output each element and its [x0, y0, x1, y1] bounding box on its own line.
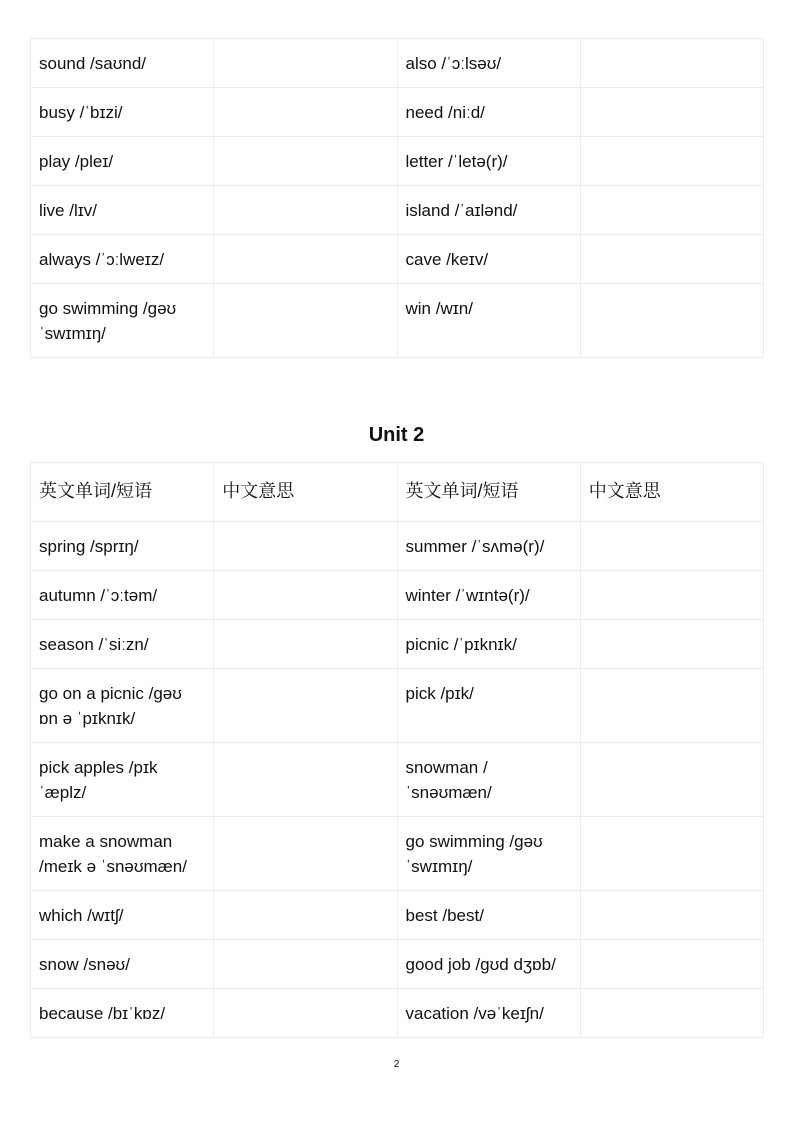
- english-word-cell: island /ˈaɪlənd/: [397, 186, 580, 235]
- table-row: [31, 235, 764, 284]
- column-header: 英文单词/短语: [31, 463, 214, 522]
- english-word-cell: which /wɪtʃ/: [31, 891, 214, 940]
- chinese-meaning-cell[interactable]: [214, 817, 397, 891]
- chinese-meaning-cell[interactable]: [580, 620, 763, 669]
- chinese-meaning-cell[interactable]: [580, 235, 763, 284]
- chinese-meaning-cell[interactable]: [580, 137, 763, 186]
- english-word-cell: spring /sprɪŋ/: [31, 522, 214, 571]
- chinese-meaning-cell[interactable]: [580, 891, 763, 940]
- unit-title: Unit 2: [368, 424, 425, 446]
- english-word-cell: good job /gʊd dʒɒb/: [397, 940, 580, 989]
- page-number: 2: [393, 1059, 400, 1070]
- english-word-cell: also /ˈɔːlsəʊ/: [397, 39, 580, 88]
- vocab-table-unit-2: [30, 462, 764, 1038]
- chinese-meaning-cell[interactable]: [214, 186, 397, 235]
- table-row: [31, 817, 764, 891]
- english-word-cell: winter /ˈwɪntə(r)/: [397, 571, 580, 620]
- english-word-cell: picnic /ˈpɪknɪk/: [397, 620, 580, 669]
- chinese-meaning-cell[interactable]: [214, 940, 397, 989]
- chinese-meaning-cell[interactable]: [580, 669, 763, 743]
- english-word-cell: cave /keɪv/: [397, 235, 580, 284]
- table-row: [31, 940, 764, 989]
- table-row: [31, 522, 764, 571]
- english-word-cell: pick /pɪk/: [397, 669, 580, 743]
- chinese-meaning-cell[interactable]: [214, 235, 397, 284]
- english-word-cell: best /best/: [397, 891, 580, 940]
- english-word-cell: autumn /ˈɔːtəm/: [31, 571, 214, 620]
- table-row: [31, 39, 764, 88]
- table-row: [31, 669, 764, 743]
- table-row: [31, 186, 764, 235]
- chinese-meaning-cell[interactable]: [214, 743, 397, 817]
- english-word-cell: season /ˈsiːzn/: [31, 620, 214, 669]
- chinese-meaning-cell[interactable]: [580, 940, 763, 989]
- chinese-meaning-cell[interactable]: [580, 186, 763, 235]
- english-word-cell: make a snowman /meɪk ə ˈsnəʊmæn/: [31, 817, 214, 891]
- chinese-meaning-cell[interactable]: [214, 39, 397, 88]
- english-word-cell: live /lɪv/: [31, 186, 214, 235]
- english-word-cell: go on a picnic /gəʊ ɒn ə ˈpɪknɪk/: [31, 669, 214, 743]
- english-word-cell: because /bɪˈkɒz/: [31, 989, 214, 1038]
- table-row: [31, 743, 764, 817]
- table-row: [31, 284, 764, 358]
- english-word-cell: vacation /vəˈkeɪʃn/: [397, 989, 580, 1038]
- table-row: [31, 620, 764, 669]
- table-row: [31, 989, 764, 1038]
- chinese-meaning-cell[interactable]: [580, 989, 763, 1038]
- column-header: 英文单词/短语: [397, 463, 580, 522]
- chinese-meaning-cell[interactable]: [214, 137, 397, 186]
- chinese-meaning-cell[interactable]: [580, 743, 763, 817]
- english-word-cell: win /wɪn/: [397, 284, 580, 358]
- vocab-table-continued: [30, 38, 764, 358]
- english-word-cell: snowman /ˈsnəʊmæn/: [397, 743, 580, 817]
- table-row: [31, 891, 764, 940]
- english-word-cell: play /pleɪ/: [31, 137, 214, 186]
- chinese-meaning-cell[interactable]: [580, 817, 763, 891]
- chinese-meaning-cell[interactable]: [580, 571, 763, 620]
- column-header: 中文意思: [214, 463, 397, 522]
- english-word-cell: go swimming /gəʊ ˈswɪmɪŋ/: [397, 817, 580, 891]
- chinese-meaning-cell[interactable]: [214, 891, 397, 940]
- table-row: [31, 137, 764, 186]
- chinese-meaning-cell[interactable]: [214, 620, 397, 669]
- english-word-cell: always /ˈɔːlweɪz/: [31, 235, 214, 284]
- chinese-meaning-cell[interactable]: [580, 39, 763, 88]
- column-header: 中文意思: [580, 463, 763, 522]
- english-word-cell: summer /ˈsʌmə(r)/: [397, 522, 580, 571]
- chinese-meaning-cell[interactable]: [214, 989, 397, 1038]
- table-header-row: [31, 463, 764, 522]
- chinese-meaning-cell[interactable]: [214, 522, 397, 571]
- chinese-meaning-cell[interactable]: [214, 571, 397, 620]
- chinese-meaning-cell[interactable]: [580, 284, 763, 358]
- chinese-meaning-cell[interactable]: [580, 522, 763, 571]
- english-word-cell: snow /snəʊ/: [31, 940, 214, 989]
- table-row: [31, 88, 764, 137]
- english-word-cell: pick apples /pɪk ˈæplz/: [31, 743, 214, 817]
- table-row: [31, 571, 764, 620]
- english-word-cell: sound /saʊnd/: [31, 39, 214, 88]
- chinese-meaning-cell[interactable]: [580, 88, 763, 137]
- chinese-meaning-cell[interactable]: [214, 284, 397, 358]
- english-word-cell: letter /ˈletə(r)/: [397, 137, 580, 186]
- english-word-cell: need /niːd/: [397, 88, 580, 137]
- english-word-cell: go swimming /gəʊ ˈswɪmɪŋ/: [31, 284, 214, 358]
- english-word-cell: busy /ˈbɪzi/: [31, 88, 214, 137]
- chinese-meaning-cell[interactable]: [214, 669, 397, 743]
- chinese-meaning-cell[interactable]: [214, 88, 397, 137]
